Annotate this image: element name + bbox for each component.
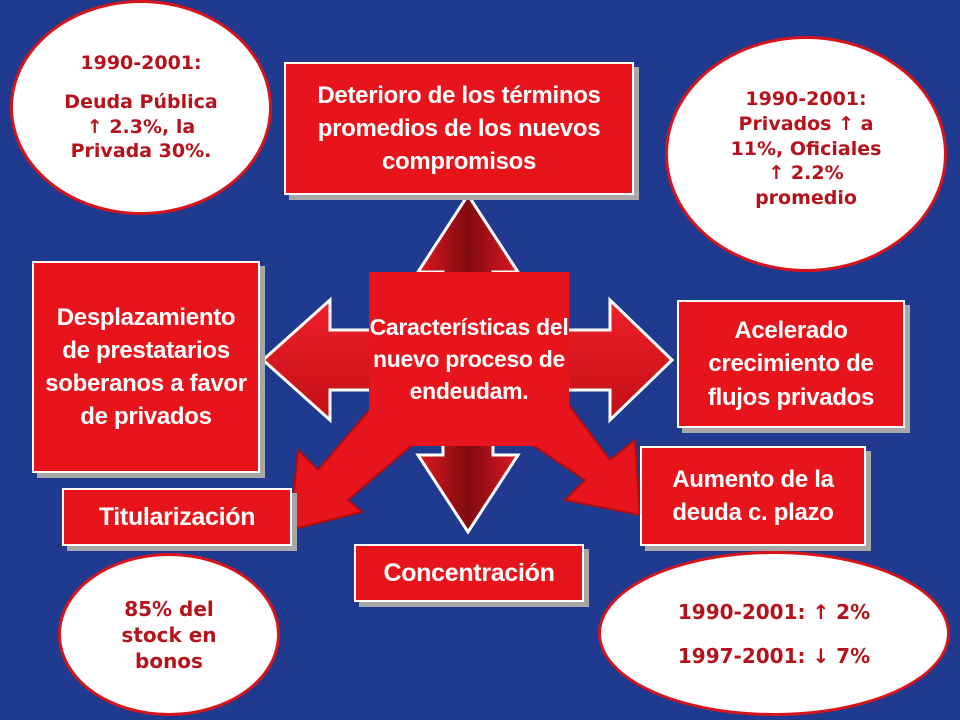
ellipse-tl-line4: Privada 30%.	[70, 140, 212, 163]
ellipse-tr-line3: 11%, Oficiales	[730, 137, 882, 160]
ellipse-tr-line2: Privados ↑ a	[738, 112, 874, 135]
box-deterioro-label: Deterioro de los términos promedios de los nuevos compromisos	[317, 81, 601, 176]
box-titularizacion-label: Titularización	[98, 502, 256, 531]
ellipse-bl-line1: 85% del	[124, 596, 214, 621]
ellipse-privados	[665, 36, 947, 272]
ellipse-plazo	[598, 551, 950, 716]
center-box	[369, 272, 569, 446]
box-desplazamiento-label: Desplazamiento de prestatarios soberanos a favor de privados	[45, 303, 247, 431]
box-desplazamiento	[32, 261, 260, 473]
ellipse-tl-line1: 1990-2001:	[80, 52, 202, 75]
box-acelerado-label: Acelerado crecimiento de flujos privados	[707, 317, 875, 411]
ellipse-bl-line3: bonos	[135, 648, 203, 673]
ellipse-br-line2: 1997-2001: ↓ 7%	[677, 643, 871, 668]
ellipse-tr-line5: promedio	[755, 187, 857, 210]
box-aumento-label: Aumento de la deuda c. plazo	[672, 465, 834, 526]
ellipse-stock-bonos	[58, 553, 280, 716]
box-aumento	[640, 446, 866, 546]
box-concentracion	[354, 544, 584, 602]
box-acelerado	[677, 300, 905, 428]
ellipse-tr-line1: 1990-2001:	[745, 88, 867, 111]
ellipse-tr-line4: ↑ 2.2%	[768, 162, 844, 185]
ellipse-br-line1: 1990-2001: ↑ 2%	[677, 599, 871, 624]
ellipse-bl-line2: stock en	[121, 622, 217, 647]
box-concentracion-label: Concentración	[383, 558, 555, 587]
center-label: Características del nuevo proceso de endeudam.	[369, 313, 569, 405]
ellipse-deuda-publica	[10, 0, 272, 215]
ellipse-tl-line2: Deuda Pública	[64, 90, 218, 113]
box-deterioro	[284, 62, 634, 195]
ellipse-tl-line3: ↑ 2.3%, la	[86, 115, 196, 138]
box-titularizacion	[62, 488, 292, 546]
